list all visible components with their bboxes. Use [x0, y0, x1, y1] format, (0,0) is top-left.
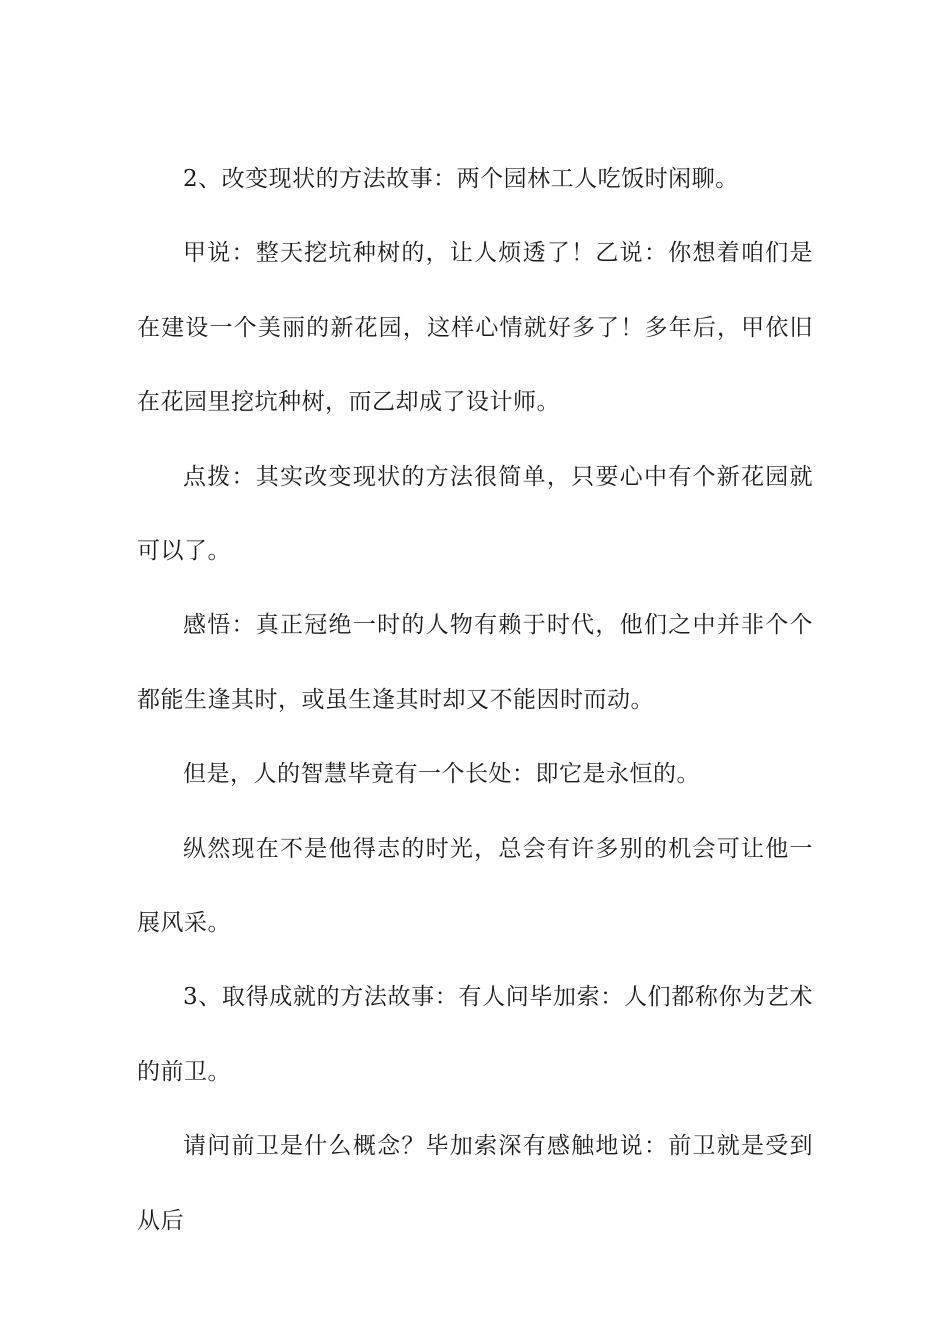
paragraph-story-3-answer: 请问前卫是什么概念？毕加索深有感触地说：前卫就是受到从后 [137, 1133, 813, 1234]
paragraph-story-3-intro: 3、取得成就的方法故事：有人问毕加索：人们都称你为艺术的前卫。 [137, 984, 813, 1085]
body-text [137, 142, 813, 1258]
paragraph-opportunity: 纵然现在不是他得志的时光，总会有许多别的机会可让他一展风采。 [137, 835, 813, 937]
paragraph-story-2-insight: 感悟：真正冠绝一时的人物有赖于时代，他们之中并非个个都能生逢其时，或虽生逢其时却又不能因时而动。 [137, 612, 813, 713]
paragraph-wisdom: 但是，人的智慧毕竟有一个长处：即它是永恒的。 [183, 761, 700, 788]
paragraph-story-2-dialogue: 甲说：整天挖坑种树的，让人烦透了！乙说：你想着咱们是在建设一个美丽的新花园，这样心情就好多了！多年后，甲依旧在花园里挖坑种树，而乙却成了设计师。 [137, 240, 813, 416]
paragraph-story-2-intro: 2、改变现状的方法故事：两个园林工人吃饭时闲聊。 [183, 166, 739, 192]
paragraph-story-2-hint: 点拨：其实改变现状的方法很简单，只要心中有个新花园就可以了。 [137, 463, 813, 565]
